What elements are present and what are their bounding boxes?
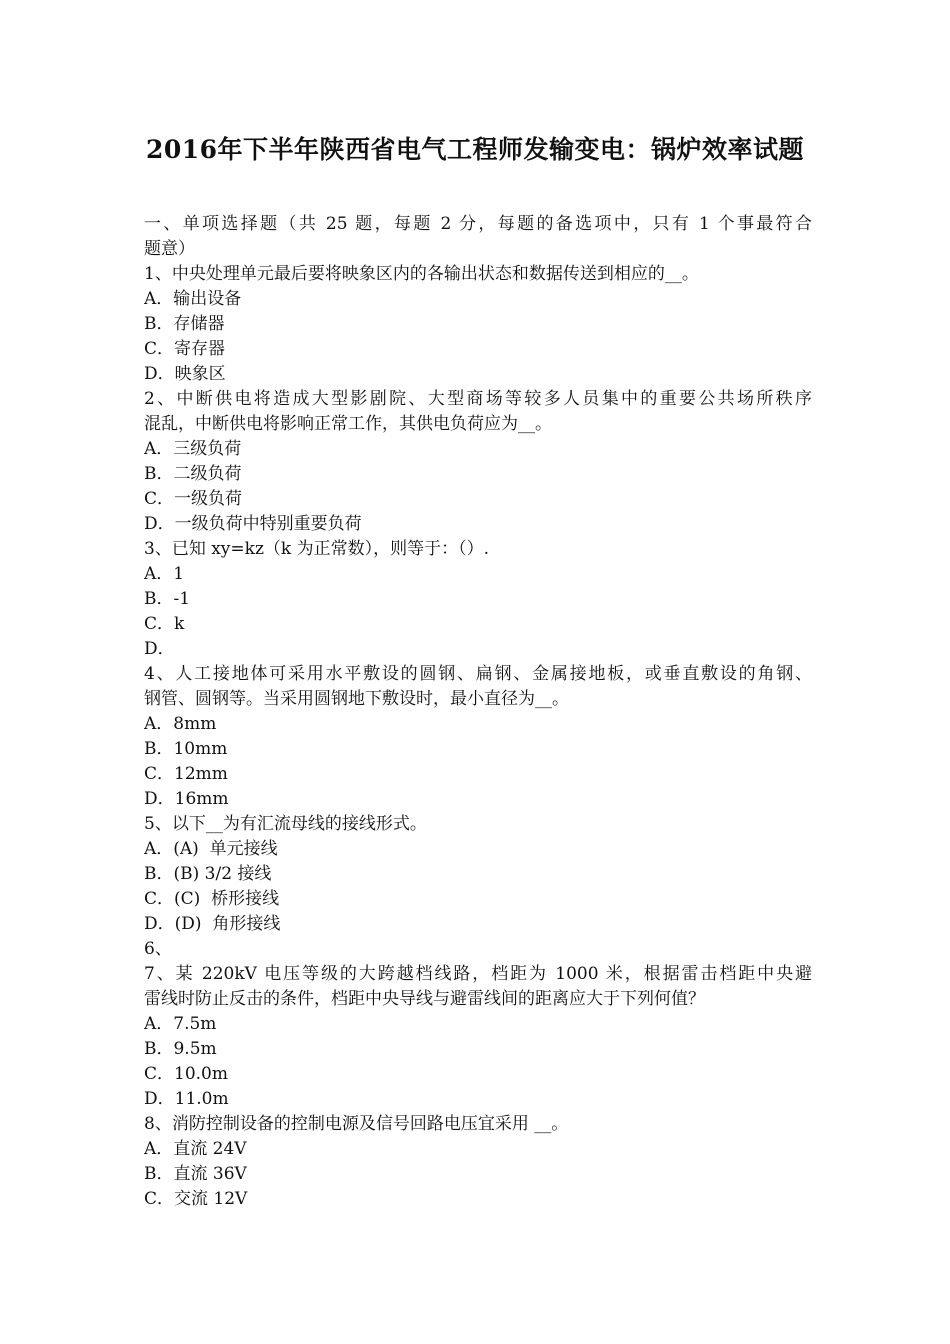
- answer-option: D．11.0m: [144, 1089, 229, 1109]
- answer-option: C．(C) 桥形接线: [144, 889, 280, 909]
- section-header-line: 题意）: [144, 239, 195, 259]
- question-text: 混乱，中断供电将影响正常工作，其供电负荷应为__。: [144, 414, 552, 434]
- question-3: [144, 537, 812, 662]
- answer-option: B．9.5m: [144, 1039, 217, 1059]
- question-text: 8、消防控制设备的控制电源及信号回路电压宜采用 __。: [144, 1114, 569, 1134]
- answer-option: C．一级负荷: [144, 489, 243, 509]
- question-text: 7、某 220kV 电压等级的大跨越档线路，档距为 1000 米，根据雷击档距中央避: [144, 964, 812, 984]
- answer-option: B．10mm: [144, 739, 228, 759]
- question-4: [144, 662, 812, 812]
- question-1: [144, 262, 812, 387]
- answer-option: C．12mm: [144, 764, 228, 784]
- answer-option: A．8mm: [144, 714, 217, 734]
- answer-option: D．一级负荷中特别重要负荷: [144, 514, 362, 534]
- question-text: 1、中央处理单元最后要将映象区内的各输出状态和数据传送到相应的__。: [144, 264, 699, 284]
- answer-option: A．三级负荷: [144, 439, 242, 459]
- question-text: 钢管、圆钢等。当采用圆钢地下敷设时，最小直径为__。: [144, 689, 569, 709]
- question-text: 4、人工接地体可采用水平敷设的圆钢、扁钢、金属接地板，或垂直敷设的角钢、: [144, 664, 812, 684]
- document-title: 2016年下半年陕西省电气工程师发输变电：锅炉效率试题: [145, 135, 805, 164]
- question-5: [144, 812, 812, 937]
- answer-option: D．映象区: [144, 364, 226, 384]
- answer-option: B．二级负荷: [144, 464, 242, 484]
- answer-option: C．交流 12V: [144, 1189, 248, 1209]
- question-text: 6、: [144, 939, 172, 959]
- answer-option: B．存储器: [144, 314, 225, 334]
- document-body: [144, 212, 812, 1212]
- answer-option: C．10.0m: [144, 1064, 228, 1084]
- question-8: [144, 1112, 812, 1212]
- answer-option: C．寄存器: [144, 339, 226, 359]
- answer-option: D．(D) 角形接线: [144, 914, 281, 934]
- answer-option: D．16mm: [144, 789, 229, 809]
- answer-option: A．(A) 单元接线: [144, 839, 278, 859]
- question-text: 2、中断供电将造成大型影剧院、大型商场等较多人员集中的重要公共场所秩序: [144, 389, 812, 409]
- question-2: [144, 387, 812, 537]
- answer-option: A．直流 24V: [144, 1139, 247, 1159]
- answer-option: B．直流 36V: [144, 1164, 247, 1184]
- question-text: 3、已知 xy=kz（k 为正常数），则等于：（）.: [144, 539, 490, 559]
- question-text: 雷线时防止反击的条件，档距中央导线与避雷线间的距离应大于下列何值？: [144, 989, 705, 1009]
- question-6: [144, 937, 812, 962]
- answer-option: A．7.5m: [144, 1014, 217, 1034]
- answer-option: C．k: [144, 614, 185, 634]
- answer-option: A．输出设备: [144, 289, 242, 309]
- answer-option: B．(B) 3/2 接线: [144, 864, 272, 884]
- section-header-line: 一、单项选择题（共 25 题，每题 2 分，每题的备选项中，只有 1 个事最符合: [144, 214, 812, 234]
- answer-option: D．: [144, 639, 175, 659]
- question-7: [144, 962, 812, 1112]
- answer-option: A．1: [144, 564, 185, 584]
- question-text: 5、以下__为有汇流母线的接线形式。: [144, 814, 427, 834]
- answer-option: B．-1: [144, 589, 191, 609]
